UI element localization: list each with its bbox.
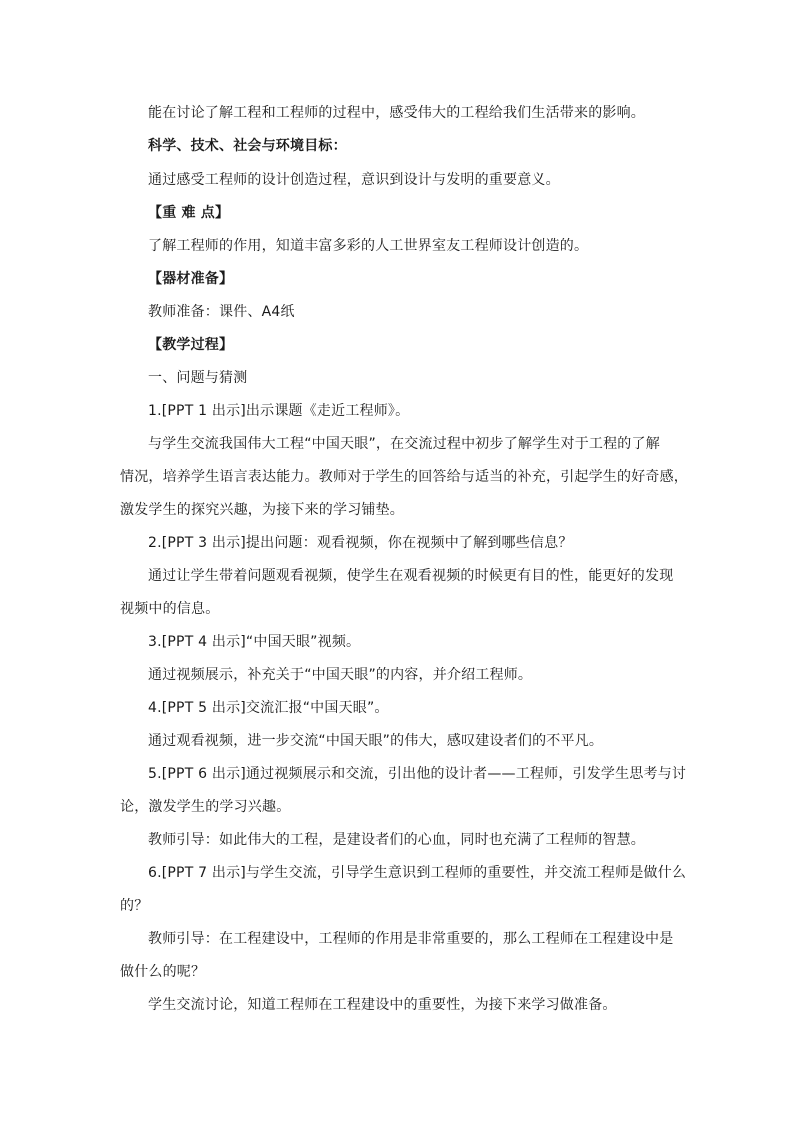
list-item: 6.[PPT 7 出示]与学生交流，引导学生意识到工程师的重要性，并交流工程师是做什么 xyxy=(148,865,687,881)
paragraph-line: 通过让学生带着问题观看视频，使学生在观看视频的时候更有目的性，能更好的发现 xyxy=(148,568,674,584)
section-heading: 科学、技术、社会与环境目标： xyxy=(148,138,347,154)
paragraph-line: 通过观看视频，进一步交流“中国天眼”的伟大，感叹建设者们的不平凡。 xyxy=(148,733,604,749)
paragraph-line: 论，激发学生的学习兴趣。 xyxy=(120,799,291,815)
paragraph-line: 视频中的信息。 xyxy=(120,601,220,617)
paragraph-line: 通过视频展示，补充关于“中国天眼”的内容，并介绍工程师。 xyxy=(148,667,533,683)
section-heading: 【教学过程】 xyxy=(148,337,234,353)
section-heading: 【重 难 点】 xyxy=(148,205,230,221)
paragraph-line: 能在讨论了解工程和工程师的过程中，感受伟大的工程给我们生活带来的影响。 xyxy=(148,105,645,121)
paragraph-line: 的？ xyxy=(120,898,149,914)
paragraph-line: 做什么的呢？ xyxy=(120,964,206,980)
list-item: 3.[PPT 4 出示]“中国天眼”视频。 xyxy=(148,634,361,650)
paragraph-line: 教师准备：课件、A4纸 xyxy=(148,304,295,320)
paragraph-line: 教师引导：在工程建设中，工程师的作用是非常重要的，那么工程师在工程建设中是 xyxy=(148,931,674,947)
section-heading: 【器材准备】 xyxy=(148,271,234,287)
paragraph-line: 教师引导：如此伟大的工程，是建设者们的心血，同时也充满了工程师的智慧。 xyxy=(148,832,645,848)
paragraph-line: 通过感受工程师的设计创造过程，意识到设计与发明的重要意义。 xyxy=(148,172,560,188)
paragraph-line: 情况，培养学生语言表达能力。教师对于学生的回答给与适当的补充，引起学生的好奇感， xyxy=(120,469,688,485)
list-item: 2.[PPT 3 出示]提出问题：观看视频，你在视频中了解到哪些信息？ xyxy=(148,535,573,551)
paragraph-line: 激发学生的探究兴趣，为接下来的学习铺垫。 xyxy=(120,502,404,518)
paragraph-line: 学生交流讨论，知道工程师在工程建设中的重要性，为接下来学习做准备。 xyxy=(148,997,617,1013)
paragraph-line: 了解工程师的作用，知道丰富多彩的人工世界室友工程师设计创造的。 xyxy=(148,238,589,254)
subsection-heading: 一、问题与猜测 xyxy=(148,370,248,386)
paragraph-line: 与学生交流我国伟大工程“中国天眼”，在交流过程中初步了解学生对于工程的了解 xyxy=(148,436,660,452)
list-item: 5.[PPT 6 出示]通过视频展示和交流，引出他的设计者——工程师，引发学生思考与讨 xyxy=(148,766,687,782)
list-item: 4.[PPT 5 出示]交流汇报“中国天眼”。 xyxy=(148,700,389,716)
list-item: 1.[PPT 1 出示]出示课题《走近工程师》。 xyxy=(148,403,410,419)
